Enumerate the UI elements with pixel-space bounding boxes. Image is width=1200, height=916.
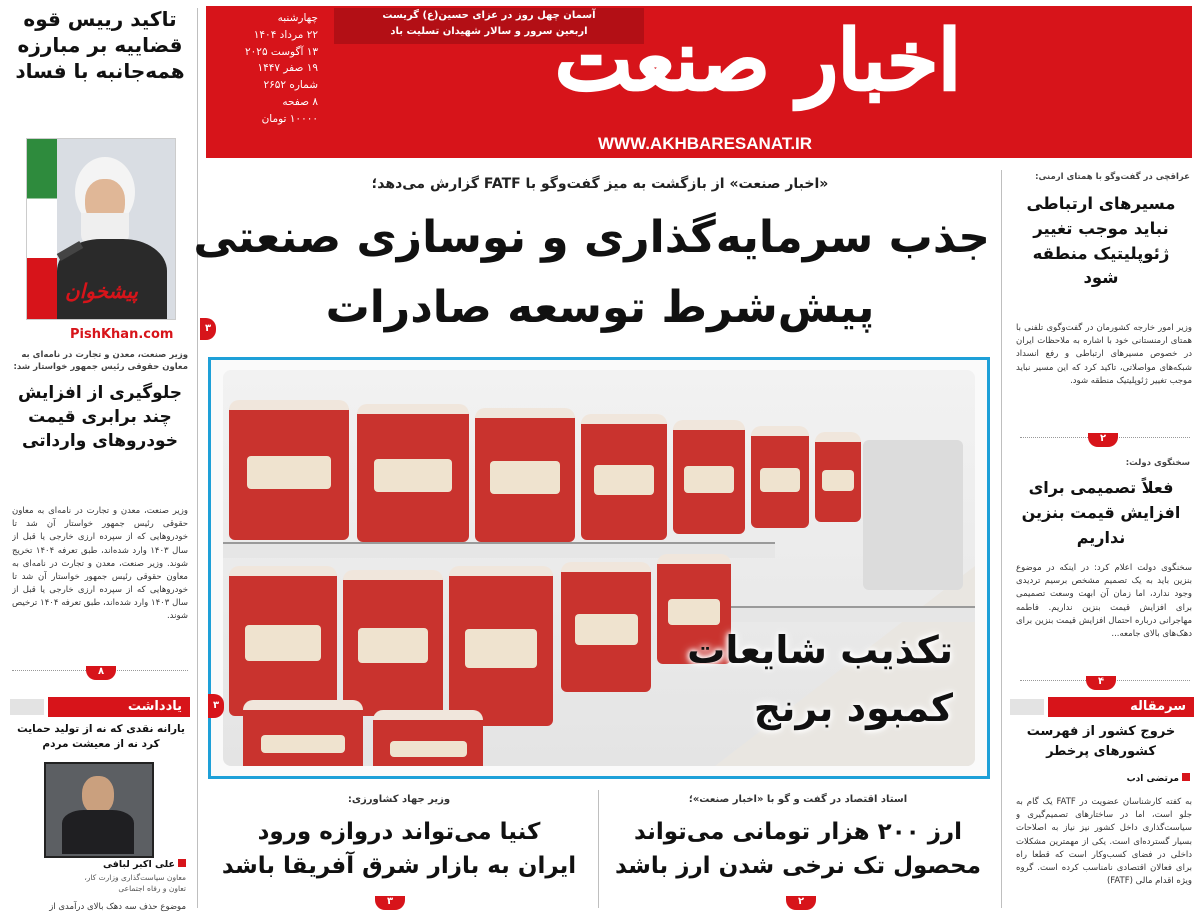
lead-headline-line2[interactable]: پیش‌شرط توسعه صادرات <box>325 282 875 333</box>
condolence-box: آسمان چهل روز در عزای حسین(ع) گریست اربعین سرور و سالار شهیدان تسلیت باد <box>334 8 644 44</box>
story1-page[interactable]: ۲ <box>786 896 816 910</box>
left-column <box>8 0 192 916</box>
rice-photo <box>208 357 990 779</box>
note-arrow-icon <box>10 699 44 715</box>
rice-bag <box>243 700 363 766</box>
rice-bag <box>751 426 809 528</box>
right-column <box>1008 0 1194 916</box>
left-item-body: وزیر صنعت، معدن و تجارت در نامه‌ای به معاون حقوقی رئیس جمهور خواستار آن شد تا خودروهایی که از سپرده ارزی خارجی یا قبل از سال ۱۴۰۳ وارد شده‌اند، طبق تعرفه ۱۴۰۴ تخریج شوند. وزیر صنعت، معدن و تجارت در نامه‌ای به معاون حقوقی رئیس جمهور خواستار آن شد تا خودروهایی که از سپرده ارزی خارجی یا قبل از سال ۱۴۰۳ وارد شده‌اند، طبق تعرفه ۱۴۰۴ ترخیص شوند. <box>12 506 188 622</box>
rice-bag <box>343 570 443 716</box>
flag-backdrop <box>27 139 57 319</box>
left-item-headline: جلوگیری از افزایش چند برابری قیمت خودروهای وارداتی <box>17 383 183 451</box>
photo-caption-line2[interactable]: کمبود برنج <box>753 686 953 730</box>
story2-headline-line1[interactable]: کنیا می‌تواند دروازه ورود <box>257 819 541 845</box>
story2-headline-line2[interactable]: ایران به بازار شرق آفریقا باشد <box>221 853 577 879</box>
rice-bag <box>673 420 745 534</box>
right-item2-headline: فعلاً تصمیمی برای افزایش قیمت بنزین نداریم <box>1021 478 1181 547</box>
rice-bag <box>373 710 483 766</box>
story2-kicker: وزیر جهاد کشاورزی: <box>347 794 451 805</box>
right-item1-body: وزیر امور خارجه کشورمان در گفت‌وگوی تلفنی با همتای ارمنستانی خود با اشاره به ملاحظات ایران در خصوص مسیرهای ارتباطی و رفع انسداد شبکه‌های مواصلاتی، تاکید کرد که این مسیر نباید موجب تغییر ژئوپلیتیک منطقه شود. <box>1016 323 1192 386</box>
right-item1-kicker: عراقچی در گفت‌وگو با همتای ارمنی: <box>1035 172 1190 182</box>
website-url[interactable]: WWW.AKHBARESANAT.IR <box>598 134 813 153</box>
left-item-page[interactable]: ۸ <box>86 666 116 680</box>
story2-page[interactable]: ۳ <box>375 896 405 910</box>
editorial-label-bar <box>1048 697 1194 717</box>
rice-bag <box>357 404 469 542</box>
editorial-arrow-icon <box>1010 699 1044 715</box>
author-photo <box>44 762 154 858</box>
note-body: موضوع حذف سه دهک بالای درآمدی از <box>49 902 186 912</box>
author-name: علی اکبر لبافی <box>16 859 186 870</box>
story1-kicker: استاد اقتصاد در گفت و گو با «اخبار صنعت»؛ <box>688 794 908 805</box>
right-item2-body: سخنگوی دولت اعلام کرد: در اینکه در موضوع بنزین باید به یک تصمیم مشخص برسیم تردیدی وجود ندارد، اما زمان آن ابهت وسعت تصمیمی برای افزایش قیمت بنزین نداریم. فاطمه مهاجرانی درباره احتمال افزایش قیمت بنزین برای دهک‌های بالای جامعه... <box>1016 563 1192 639</box>
author-title: معاون سیاست‌گذاری وزارت کار، تعاون و رفاه اجتماعی <box>84 873 186 893</box>
story1-headline-line1[interactable]: ارز ۲۰۰ هزار تومانی می‌تواند <box>633 819 963 845</box>
editorial-headline: خروج کشور از فهرست کشورهای پرخطر <box>1026 724 1176 760</box>
rice-bag <box>449 566 553 726</box>
note-label-bar <box>48 697 190 717</box>
right-item2-kicker: سخنگوی دولت: <box>1125 458 1190 468</box>
official-portrait <box>26 138 176 320</box>
note-headline: یارانه نقدی که نه از تولید حمایت کرد نه از معیشت مردم <box>17 723 185 751</box>
photo-page[interactable]: ۳ <box>208 694 224 718</box>
lead-page[interactable]: ۳ <box>200 318 216 340</box>
rice-bag <box>561 562 651 692</box>
right-item1-page[interactable]: ۲ <box>1088 433 1118 447</box>
author-suit <box>62 810 134 854</box>
lead-headline-line1[interactable]: جذب سرمایه‌گذاری و نوسازی صنعتی <box>193 212 990 263</box>
date-info: چهارشنبه ۲۲ مرداد ۱۴۰۴ ۱۳ آگوست ۲۰۲۵ ۱۹ صفر ۱۴۴۷ شماره ۲۶۵۲ ۸ صفحه ۱۰۰۰۰ تومان <box>245 12 318 125</box>
photo-caption-line1[interactable]: تکذیب شایعات <box>687 628 953 672</box>
right-item1-headline: مسیرهای ارتباطی نباید موجب تغییر ژئوپلیتیک منطقه شود <box>1026 194 1176 288</box>
pishkhan-url: PishKhan.com <box>70 327 174 342</box>
editorial-body: به کفته کارشناسان عضویت در FATF یک گام به جلو است، اما در ساختارهای تصمیم‌گیری و سیاست‌گذاری داخل کشور نیز نیاز به اصلاحات بسیار گسترده‌ای است. یکی از مهمترین مشکلات داخلی در فضای کسب‌وکار است که قطعا راه برای فعالان اقتصادی نامناسب کرده است. گروه ویژه اقدام مالی (FATF) <box>1016 797 1192 887</box>
rice-bag <box>229 566 337 716</box>
lead-kicker: «اخبار صنعت» از بازگشت به میز گفت‌وگو با FATF گزارش می‌دهد؛ <box>371 176 829 192</box>
editorial-author: مرتضی ادب <box>1014 773 1190 784</box>
left-top-headline: تاکید رییس قوه قضاییه بر مبارزه همه‌جانبه با فساد <box>15 7 185 83</box>
story1-headline-line2[interactable]: محصول تک نرخی شدن ارز باشد <box>615 853 981 879</box>
author-marker-icon <box>178 859 186 867</box>
rice-bag <box>581 414 667 540</box>
editorial-marker-icon <box>1182 773 1190 781</box>
pishkhan-watermark: پیشخوان <box>65 279 138 303</box>
newspaper-logo[interactable]: اخبار صنعت <box>555 13 961 109</box>
editorial-label: سرمقاله <box>1130 699 1186 714</box>
rice-bag <box>863 440 963 590</box>
note-label: یادداشت <box>127 699 182 714</box>
rice-bag <box>815 432 861 522</box>
right-item2-page[interactable]: ۴ <box>1086 676 1116 690</box>
rice-bag <box>229 400 349 540</box>
rice-bag <box>475 408 575 542</box>
left-item-kicker: وزیر صنعت، معدن و تجارت در نامه‌ای به معاون حقوقی رئیس جمهور خواستار شد: <box>13 350 188 372</box>
author-head <box>82 776 114 814</box>
